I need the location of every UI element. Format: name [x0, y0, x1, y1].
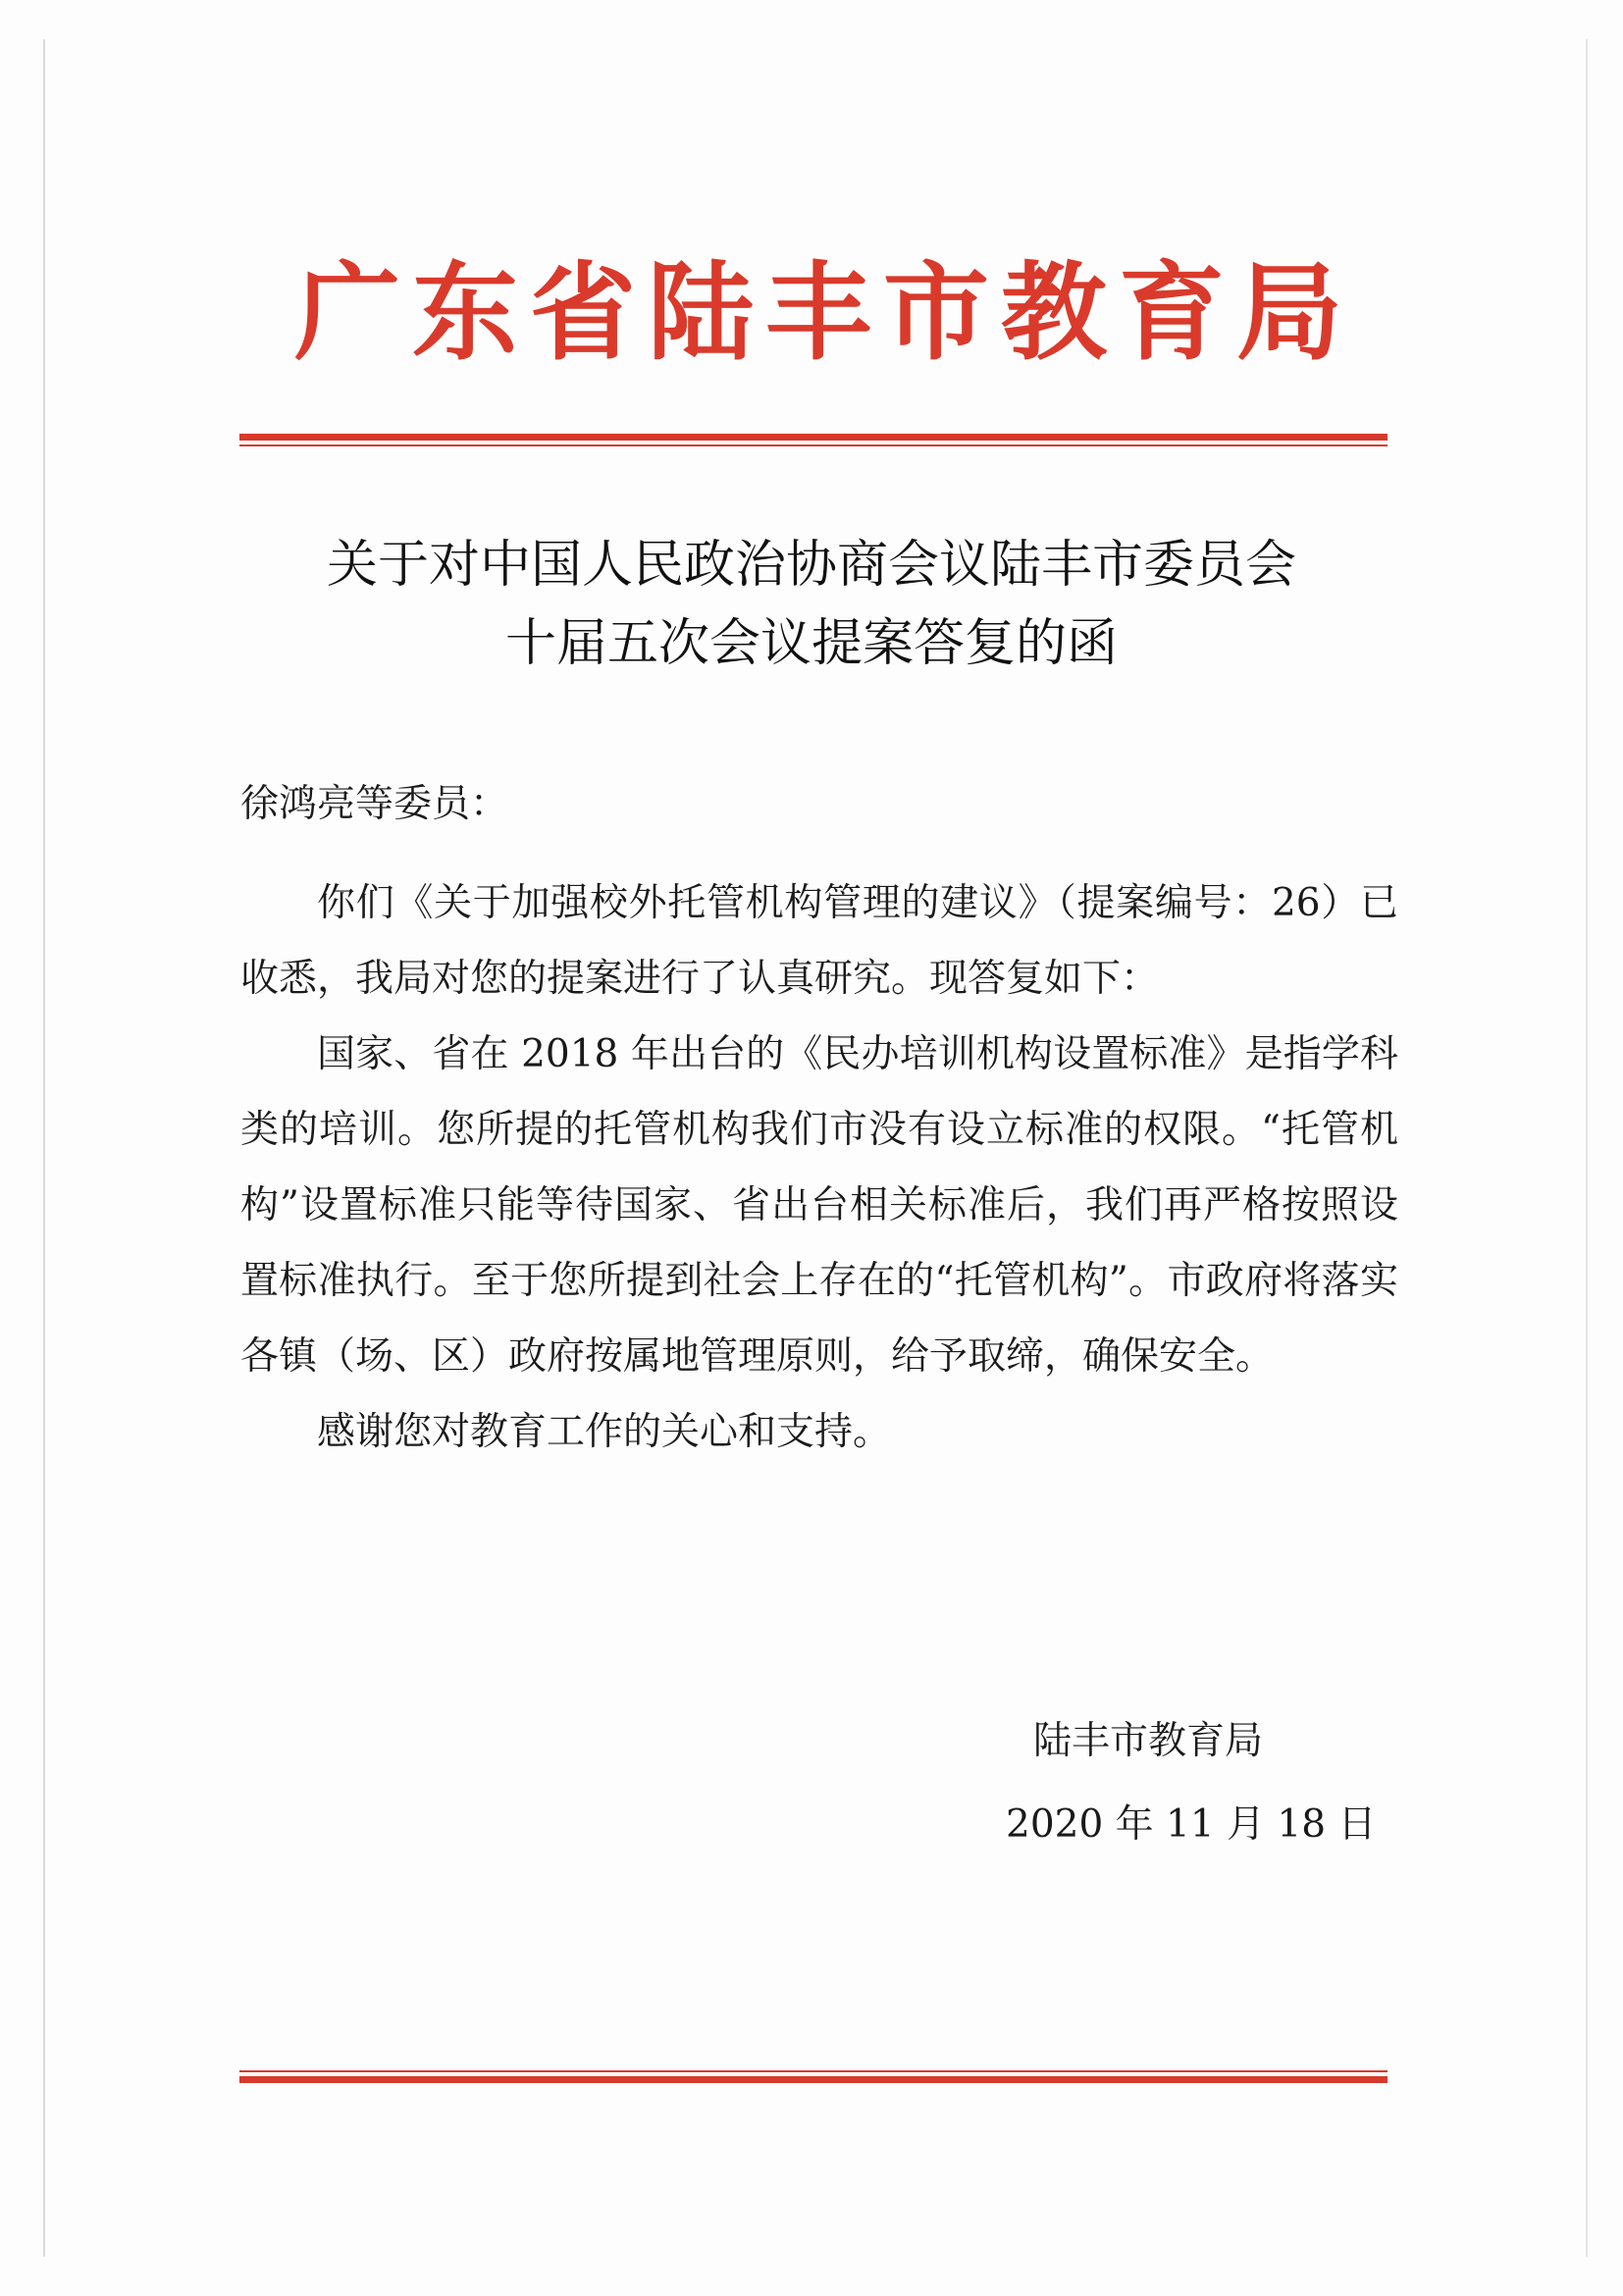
signature-organization: 陆丰市教育局 [1033, 1719, 1264, 1763]
scan-edge-right [1586, 39, 1588, 2257]
signature-date: 2020 年 11 月 18 日 [1006, 1802, 1377, 1847]
paragraph-acknowledgement: 你们《关于加强校外托管机构管理的建议》（提案编号：26）已收悉，我局对您的提案进行了认真研究。现答复如下： [240, 881, 1398, 1001]
salutation: 徐鸿亮等委员： [240, 782, 509, 826]
document-title-line-2: 十届五次会议提案答复的函 [504, 614, 1118, 673]
footer-red-rule [239, 2070, 1387, 2083]
masthead-red-rule [239, 434, 1387, 446]
masthead-title: 广东省陆丰市教育局 [294, 251, 1355, 375]
letter-body [240, 865, 1398, 1470]
scan-edge-left [43, 39, 45, 2257]
document-title-line-1: 关于对中国人民政治协商会议陆丰市委员会 [326, 536, 1296, 595]
paragraph-thanks: 感谢您对教育工作的关心和支持。 [317, 1410, 892, 1454]
paragraph-response: 国家、省在 2018 年出台的《民办培训机构设置标准》是指学科类的培训。您所提的托管机构我们市没有设立标准的权限。“托管机构”设置标准只能等待国家、省出台相关标准后，我们再严格按照设置标准执行。至于您所提到社会上存在的“托管机构”。市政府将落实各镇（场、区）政府按属地管理原则，给予取缔，确保安全。 [240, 1032, 1398, 1379]
